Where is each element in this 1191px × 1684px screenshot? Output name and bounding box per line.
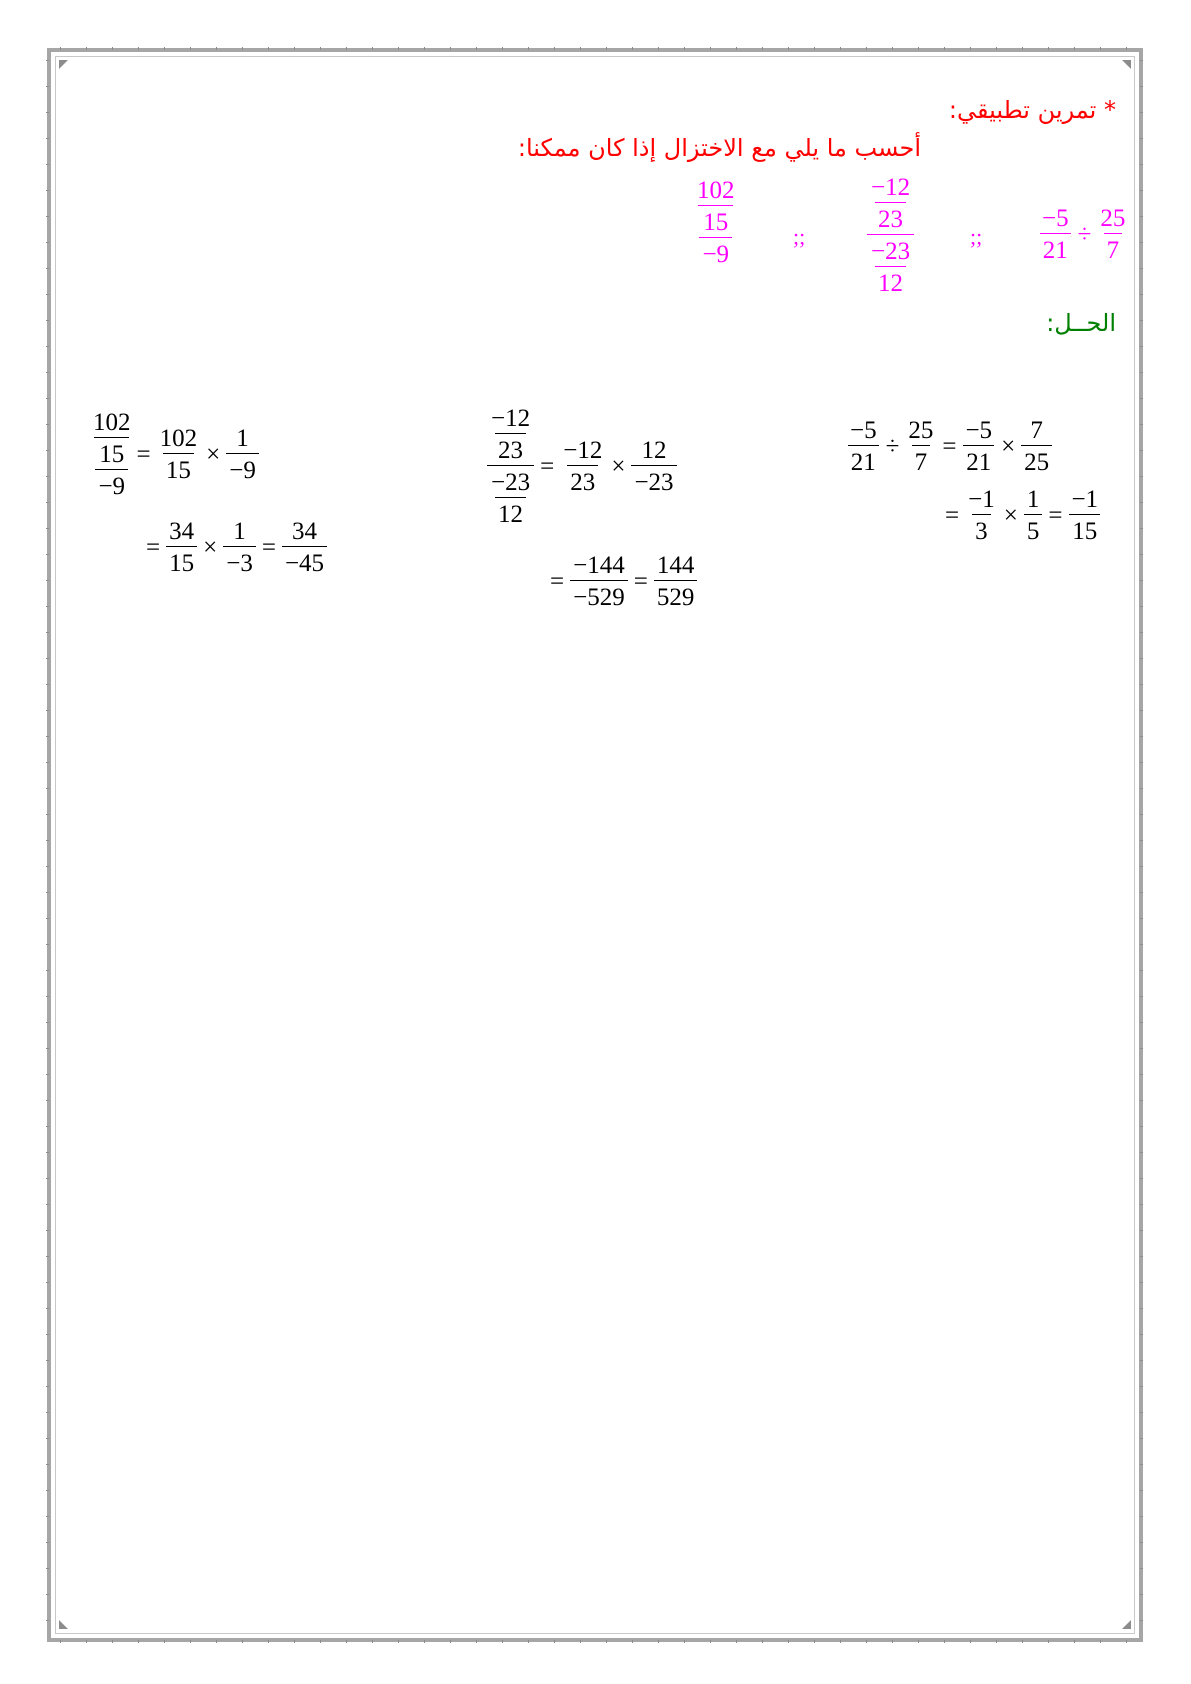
fraction	[1067, 487, 1102, 544]
border-ticks-left	[46, 60, 49, 1630]
denominator: −3	[223, 546, 256, 576]
numerator: 1	[1026, 486, 1040, 513]
corner-ornament-bottom-right	[1122, 1620, 1131, 1629]
numerator: −23	[491, 469, 531, 496]
fraction	[867, 175, 914, 232]
fraction	[559, 438, 606, 495]
numerator	[487, 406, 534, 465]
numerator: −23	[871, 238, 911, 265]
numerator: 25	[1100, 205, 1126, 232]
numerator: −5	[850, 417, 877, 444]
exercise-title: * تمرين تطبيقي:	[948, 96, 1116, 124]
times-sign: ×	[206, 441, 221, 468]
separator: ;;	[793, 224, 806, 249]
fraction	[1020, 418, 1053, 475]
denominator	[487, 465, 534, 527]
equals-sign: =	[146, 534, 161, 561]
denominator: 15	[163, 453, 194, 483]
denominator: 7	[1104, 233, 1123, 263]
exercise-1	[1038, 206, 1129, 263]
compound-fraction	[696, 178, 736, 267]
fraction	[698, 210, 733, 267]
fraction	[846, 418, 881, 475]
numerator: −144	[573, 552, 625, 579]
compound-fraction	[866, 175, 915, 296]
solution-3-step-2	[141, 519, 328, 576]
denominator: 7	[912, 445, 931, 475]
numerator: 102	[697, 177, 735, 204]
denominator: 15	[166, 546, 197, 576]
divide-sign: ÷	[885, 433, 900, 460]
solution-2-step-2	[545, 553, 698, 610]
fraction	[569, 553, 629, 610]
compound-fraction	[92, 410, 132, 499]
numerator: −12	[491, 405, 531, 432]
equals-sign: =	[633, 568, 648, 595]
solution-1-step-2	[940, 487, 1102, 544]
denominator: 21	[848, 445, 879, 475]
fraction	[630, 438, 677, 495]
denominator: 21	[963, 445, 994, 475]
times-sign: ×	[203, 534, 218, 561]
numerator: 34	[169, 518, 195, 545]
solution-3-step-1	[92, 410, 260, 499]
fraction	[156, 426, 202, 483]
fraction	[487, 470, 534, 527]
numerator: 1	[233, 518, 246, 545]
corner-ornament-bottom-left	[59, 1620, 68, 1629]
denominator: 25	[1021, 445, 1052, 475]
border-ticks-right	[1140, 60, 1143, 1630]
denominator	[94, 437, 129, 499]
exercise-2	[866, 175, 915, 296]
numerator: 12	[641, 437, 667, 464]
equals-sign: =	[550, 568, 565, 595]
solution-1-step-1	[846, 418, 1053, 475]
denominator: 21	[1040, 233, 1071, 263]
fraction	[281, 519, 328, 576]
denominator: 23	[875, 202, 906, 232]
denominator: 12	[495, 497, 526, 527]
fraction	[964, 487, 999, 544]
fraction	[94, 442, 129, 499]
numerator: 25	[908, 417, 934, 444]
denominator: 529	[654, 580, 698, 610]
fraction	[653, 553, 699, 610]
exercise-3	[696, 178, 736, 267]
denominator: −529	[570, 580, 628, 610]
denominator: 15	[703, 209, 729, 236]
fraction	[225, 426, 260, 483]
denominator: −9	[226, 453, 259, 483]
solution-label: الحــل:	[1046, 309, 1116, 337]
fraction	[222, 519, 257, 576]
numerator: −5	[965, 417, 993, 444]
page-border-inner	[55, 56, 1135, 1634]
denominator: 23	[495, 433, 526, 463]
denominator: −9	[95, 469, 128, 499]
denominator: −23	[631, 465, 676, 495]
times-sign: ×	[611, 453, 626, 480]
denominator: 23	[567, 465, 598, 495]
border-ticks-top	[60, 47, 1130, 50]
denominator: 5	[1024, 514, 1043, 544]
equals-sign: =	[942, 433, 957, 460]
numerator: −1	[1071, 486, 1099, 513]
corner-ornament-top-right	[1122, 60, 1131, 69]
fraction	[1038, 206, 1073, 263]
denominator: −45	[282, 546, 327, 576]
denominator: −9	[699, 237, 732, 267]
fraction	[165, 519, 198, 576]
denominator	[698, 205, 733, 267]
numerator: 1	[236, 425, 249, 452]
fraction	[867, 239, 914, 296]
fraction	[961, 418, 996, 475]
equals-sign: =	[945, 502, 960, 529]
times-sign: ×	[1001, 433, 1016, 460]
instruction-text: أحسب ما يلي مع الاختزال إذا كان ممكنا:	[517, 134, 921, 162]
denominator	[867, 234, 914, 296]
fraction	[487, 406, 534, 463]
numerator: −12	[563, 437, 603, 464]
separator: ;;	[970, 224, 983, 249]
fraction	[1096, 206, 1129, 263]
equals-sign: =	[540, 453, 555, 480]
fraction	[904, 418, 937, 475]
numerator: −5	[1042, 205, 1069, 232]
solution-2-step-1	[486, 406, 678, 527]
numerator: 144	[656, 552, 695, 579]
denominator: 12	[875, 266, 906, 296]
divide-sign: ÷	[1077, 221, 1092, 248]
times-sign: ×	[1003, 502, 1018, 529]
numerator: −12	[871, 174, 911, 201]
numerator: 102	[159, 425, 198, 452]
numerator: 102	[93, 409, 131, 436]
denominator: 3	[972, 514, 991, 544]
border-ticks-bottom	[60, 1640, 1130, 1643]
equals-sign: =	[1048, 502, 1063, 529]
equals-sign: =	[261, 534, 276, 561]
numerator: 34	[291, 518, 317, 545]
numerator: 7	[1030, 417, 1043, 444]
denominator: 15	[99, 441, 125, 468]
equals-sign: =	[136, 441, 151, 468]
compound-fraction	[486, 406, 535, 527]
denominator: 15	[1069, 514, 1100, 544]
fraction	[1023, 487, 1044, 544]
corner-ornament-top-left	[59, 60, 68, 69]
numerator: −1	[968, 486, 995, 513]
numerator	[867, 175, 914, 234]
